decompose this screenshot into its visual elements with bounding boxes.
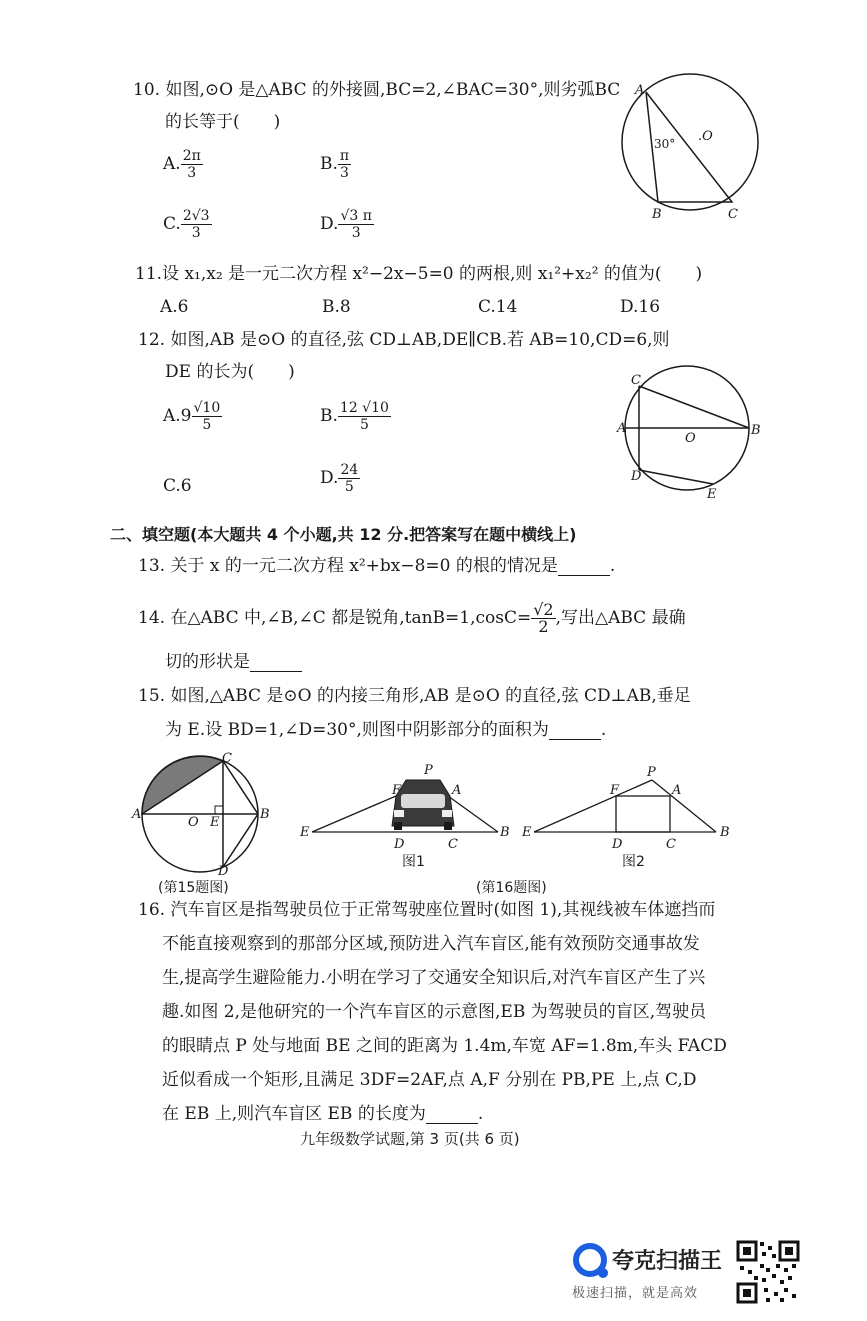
svg-text:D: D (612, 837, 623, 852)
q16-line6: 近似看成一个矩形,且满足 3DF=2AF,点 A,F 分别在 PB,PE 上,点 C,D (162, 1070, 697, 1090)
fig1-caption: 图1 (402, 854, 425, 870)
q15-line2: 为 E.设 BD=1,∠D=30°,则图中阴影部分的面积为 . (165, 720, 607, 740)
q12-line2: DE 的长为( ) (165, 362, 295, 382)
q11-option-c: C.14 (478, 297, 518, 317)
q16-figure2 (520, 764, 742, 854)
q10-line1: 10. 如图,⊙O 是△ABC 的外接圆,BC=2,∠BAC=30°,则劣弧BC (133, 80, 621, 100)
q16-line5: 的眼睛点 P 处与地面 BE 之间的距离为 1.4m,车宽 AF=1.8m,车头 FACD (162, 1036, 727, 1056)
car-icon (392, 780, 454, 830)
svg-text:C: C (448, 837, 458, 852)
svg-text:B: B (720, 825, 730, 840)
svg-text:C: C (728, 207, 738, 220)
scanner-logo (572, 1240, 732, 1300)
q10-option-d: D. $\frac{√3 \pi}{3}$ (320, 208, 372, 241)
q15-figure (130, 752, 270, 877)
svg-text:D: D (394, 837, 405, 852)
svg-text:E: E (707, 487, 717, 502)
q12-option-a: A.9 $\frac{√10}{5}$ (163, 400, 221, 433)
q10-figure (620, 70, 770, 220)
svg-text:E: E (210, 815, 220, 830)
q13: 13. 关于 x 的一元二次方程 x²+bx−8=0 的根的情况是 . (138, 556, 616, 576)
angle-label: 30° (654, 137, 676, 151)
q16-line2: 不能直接观察到的那部分区域,预防进入汽车盲区,能有效预防交通事故发 (162, 934, 700, 954)
svg-text:E: E (300, 825, 310, 840)
q15-line1: 15. 如图,△ABC 是⊙O 的内接三角形,AB 是⊙O 的直径,弦 CD⊥AB,垂足 (138, 686, 691, 706)
svg-text:C: C (666, 837, 676, 852)
q12-line1: 12. 如图,AB 是⊙O 的直径,弦 CD⊥AB,DE∥CB.若 AB=10,CD=6,则 (138, 330, 670, 350)
svg-text:D: D (218, 864, 229, 877)
svg-text:P: P (647, 765, 656, 780)
answer-blank (250, 655, 302, 672)
q16-line7: 在 EB 上,则汽车盲区 EB 的长度为 . (162, 1104, 484, 1124)
fig2-caption: 图2 (622, 854, 645, 870)
svg-text:C: C (631, 373, 641, 388)
svg-text:E: E (522, 825, 532, 840)
quark-logo-icon (572, 1242, 612, 1282)
q11-option-b: B.8 (322, 297, 351, 317)
svg-text:B: B (652, 207, 662, 220)
page-footer: 九年级数学试题,第 3 页(共 6 页) (300, 1130, 520, 1148)
svg-text:C: C (222, 752, 232, 766)
svg-text:O: O (188, 815, 199, 830)
svg-text:P: P (424, 764, 433, 778)
svg-text:O: O (685, 431, 696, 446)
shaded-region (142, 756, 223, 814)
svg-text:A: A (452, 783, 462, 798)
svg-text:.O: .O (698, 129, 713, 144)
q10-line2: 的长等于( ) (165, 112, 281, 132)
svg-text:F: F (610, 783, 620, 798)
q12-figure (615, 362, 765, 502)
svg-text:F: F (392, 783, 402, 798)
svg-text:A: A (132, 807, 142, 822)
qr-code-icon (736, 1240, 800, 1304)
q10-option-a: A. $\frac{2\pi}{3}$ (163, 148, 201, 181)
svg-text:B: B (751, 423, 761, 438)
svg-text:B: B (260, 807, 270, 822)
svg-text:B: B (500, 825, 510, 840)
q16-line4: 趣.如图 2,是他研究的一个汽车盲区的示意图,EB 为驾驶员的盲区,驾驶员 (162, 1002, 707, 1022)
q11-line1: 11.设 x₁,x₂ 是一元二次方程 x²−2x−5=0 的两根,则 x₁²+x₂² 的值为( ) (135, 264, 703, 284)
svg-text:D: D (631, 469, 642, 484)
q10-option-c: C. $\frac{2√3}{3}$ (163, 208, 210, 241)
q14-line2: 切的形状是 (165, 652, 302, 672)
q14-line1: 14. 在△ABC 中,∠B,∠C 都是锐角,tanB=1,cosC= $\frac{√2}{2}$ ,写出△ABC 最确 (138, 600, 686, 636)
q12-option-c: C.6 (163, 476, 192, 496)
q11-option-a: A.6 (160, 297, 189, 317)
logo-name: 夸克扫描王 (612, 1249, 723, 1274)
section-title: 二、填空题(本大题共 4 个小题,共 12 分.把答案写在题中横线上) (110, 525, 577, 544)
q16-figure1 (298, 764, 518, 854)
answer-blank (426, 1107, 478, 1124)
q11-option-d: D.16 (620, 297, 661, 317)
q12-option-d: D. $\frac{24}{5}$ (320, 462, 359, 495)
q12-option-b: B. $\frac{12 √10}{5}$ (320, 400, 389, 433)
svg-text:A: A (617, 421, 627, 436)
svg-text:A: A (672, 783, 682, 798)
fig16-caption: (第16题图) (476, 880, 547, 896)
answer-blank (549, 723, 601, 740)
q10-option-b: B. $\frac{\pi}{3}$ (320, 148, 350, 181)
q16-line1: 16. 汽车盲区是指驾驶员位于正常驾驶座位置时(如图 1),其视线被车体遮挡而 (138, 900, 716, 920)
answer-blank (558, 559, 610, 576)
fig15-caption: (第15题图) (158, 880, 229, 896)
q16-line3: 生,提高学生避险能力.小明在学习了交通安全知识后,对汽车盲区产生了兴 (162, 968, 706, 988)
svg-text:A: A (635, 83, 645, 98)
logo-tagline: 极速扫描，就是高效 (572, 1286, 699, 1301)
